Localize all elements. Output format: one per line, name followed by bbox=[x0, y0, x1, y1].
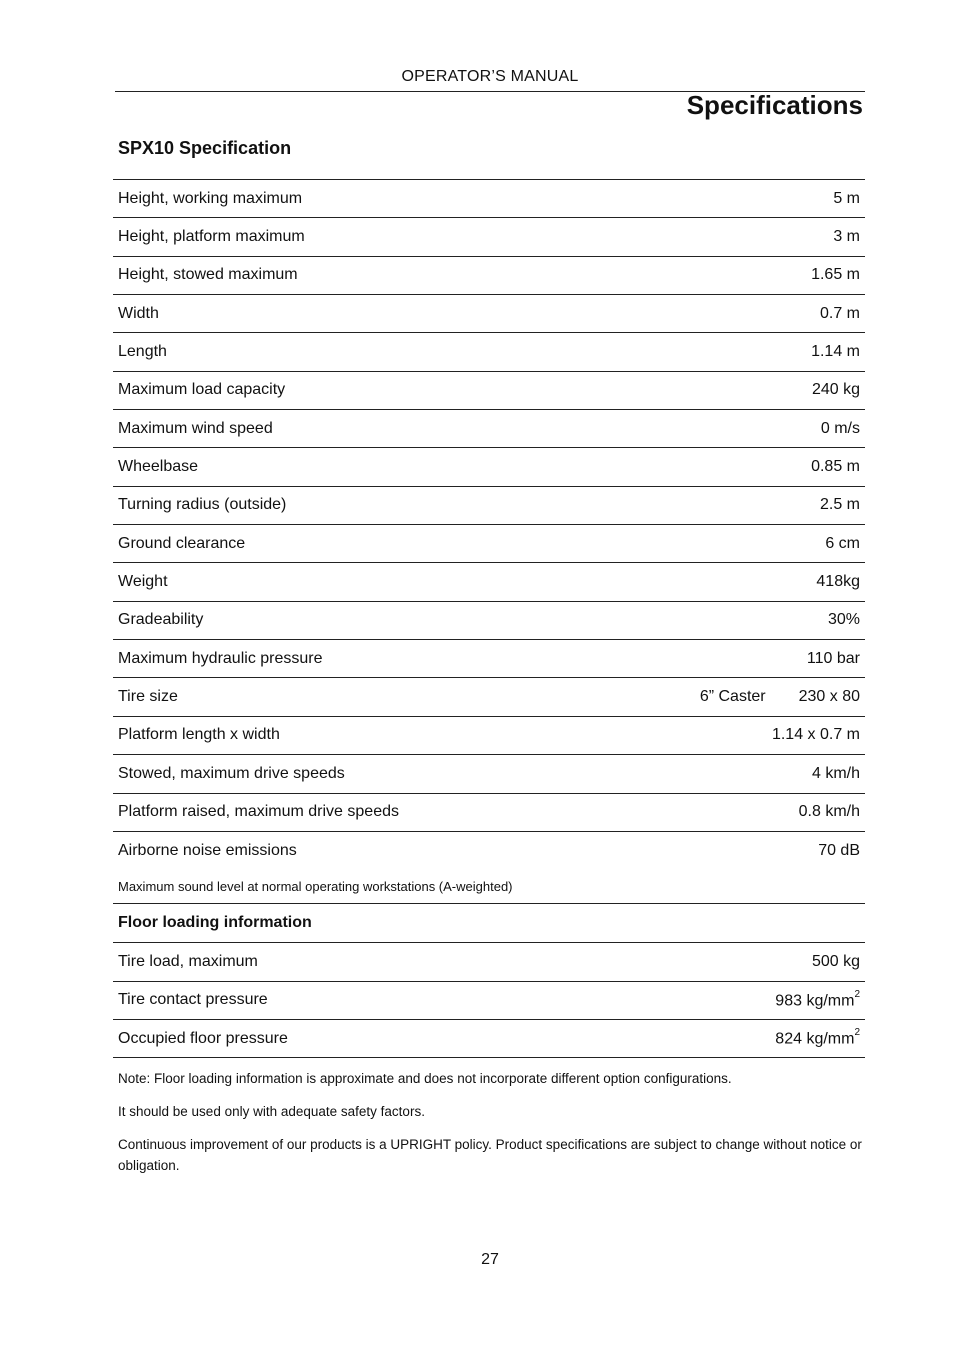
spec-row-tire-size bbox=[113, 678, 865, 716]
spec-row-noise-emissions bbox=[113, 832, 865, 870]
spec-row-wheelbase bbox=[113, 448, 865, 486]
spec-label: Ground clearance bbox=[118, 534, 246, 552]
notes-block bbox=[118, 1068, 863, 1188]
spec-value: 6 cm bbox=[825, 534, 860, 552]
spec-value: 4 km/h bbox=[811, 764, 860, 782]
tire-size-values bbox=[700, 688, 860, 706]
spec-value: 5 m bbox=[833, 189, 860, 207]
spec-value: 1.65 m bbox=[811, 266, 860, 284]
spec-row-gradeability bbox=[113, 602, 865, 640]
spec-value: 0.8 km/h bbox=[798, 803, 860, 821]
spec-label: Width bbox=[118, 304, 159, 322]
spec-value: 0 m/s bbox=[820, 419, 860, 437]
spec-table bbox=[113, 179, 865, 1058]
spec-row-stowed-drive-speed bbox=[113, 755, 865, 793]
spec-row-turning-radius bbox=[113, 487, 865, 525]
spec-value: 30% bbox=[827, 611, 860, 629]
spec-value: 418kg bbox=[816, 573, 860, 591]
spec-row-raised-drive-speed bbox=[113, 794, 865, 832]
spec-row-load-capacity bbox=[113, 372, 865, 410]
note-paragraph: Note: Floor loading information is approximate and does not incorporate different option configurations. bbox=[118, 1071, 732, 1086]
spec-row-tire-contact-pressure bbox=[113, 982, 865, 1020]
spec-label: Maximum hydraulic pressure bbox=[118, 649, 323, 667]
page-number: 27 bbox=[481, 1251, 499, 1268]
spec-value: 824 kg/mm bbox=[775, 1030, 855, 1048]
spec-label: Tire contact pressure bbox=[118, 991, 268, 1009]
spec-label: Height, stowed maximum bbox=[118, 266, 298, 284]
spec-row-length bbox=[113, 333, 865, 371]
tire-type: 6” Caster bbox=[699, 688, 766, 706]
spec-row-stowed-height bbox=[113, 257, 865, 295]
spec-label: Gradeability bbox=[118, 611, 204, 629]
spec-row-working-height bbox=[113, 180, 865, 218]
spec-row-weight bbox=[113, 563, 865, 601]
spec-label: Airborne noise emissions bbox=[118, 842, 297, 860]
spec-row-platform-height bbox=[113, 218, 865, 256]
spec-row-occupied-floor-pressure bbox=[113, 1020, 865, 1058]
page-title: Specifications bbox=[686, 90, 863, 120]
spec-value: 70 dB bbox=[818, 842, 860, 860]
spec-value: 500 kg bbox=[811, 952, 860, 970]
spec-value: 3 m bbox=[833, 228, 860, 246]
superscript-exponent: 2 bbox=[854, 988, 860, 1000]
spec-value: 1.14 x 0.7 m bbox=[771, 726, 860, 744]
spec-value: 0.85 m bbox=[811, 458, 860, 476]
note-paragraph: It should be used only with adequate safety factors. bbox=[118, 1104, 425, 1119]
spec-value: 1.14 m bbox=[811, 343, 860, 361]
spec-row-ground-clearance bbox=[113, 525, 865, 563]
spec-value: 983 kg/mm bbox=[775, 991, 855, 1009]
spec-label: Turning radius (outside) bbox=[118, 496, 287, 514]
spec-label: Weight bbox=[118, 573, 168, 591]
spec-label: Height, platform maximum bbox=[118, 228, 305, 246]
spec-value: 2.5 m bbox=[819, 496, 860, 514]
spec-value-with-unit bbox=[775, 1026, 860, 1048]
floor-loading-heading-row bbox=[113, 904, 865, 943]
spec-row-platform-dimensions bbox=[113, 717, 865, 755]
spec-label: Platform raised, maximum drive speeds bbox=[118, 803, 399, 821]
floor-loading-title: Floor loading information bbox=[118, 914, 312, 932]
spec-value: 230 x 80 bbox=[798, 688, 860, 706]
spec-label: Occupied floor pressure bbox=[118, 1029, 288, 1047]
spec-value: 240 kg bbox=[811, 381, 860, 399]
spec-label: Tire size bbox=[118, 688, 178, 706]
spec-row-tire-load bbox=[113, 943, 865, 981]
noise-note: Maximum sound level at normal operating workstations (A-weighted) bbox=[118, 879, 513, 895]
spec-label: Maximum load capacity bbox=[118, 381, 286, 399]
spec-label: Platform length x width bbox=[118, 726, 280, 744]
superscript-exponent: 2 bbox=[854, 1026, 860, 1038]
spec-label: Stowed, maximum drive speeds bbox=[118, 764, 345, 782]
spec-label: Length bbox=[118, 343, 167, 361]
noise-note-row bbox=[113, 870, 865, 904]
note-paragraph: Continuous improvement of our products is a UPRIGHT policy. Product specifications are subject to change without notice or obligation. bbox=[118, 1137, 862, 1173]
spec-label: Maximum wind speed bbox=[118, 419, 273, 437]
spec-value-with-unit bbox=[775, 988, 860, 1010]
spec-label: Wheelbase bbox=[118, 458, 199, 476]
spec-row-hydraulic-pressure bbox=[113, 640, 865, 678]
spec-label: Height, working maximum bbox=[118, 189, 303, 207]
running-head: OPERATOR’S MANUAL bbox=[401, 68, 579, 85]
spec-row-wind-speed bbox=[113, 410, 865, 448]
spec-value: 110 bar bbox=[806, 649, 860, 667]
spec-value: 0.7 m bbox=[819, 304, 860, 322]
spec-label: Tire load, maximum bbox=[118, 952, 258, 970]
spec-row-width bbox=[113, 295, 865, 333]
section-title: SPX10 Specification bbox=[118, 138, 292, 158]
